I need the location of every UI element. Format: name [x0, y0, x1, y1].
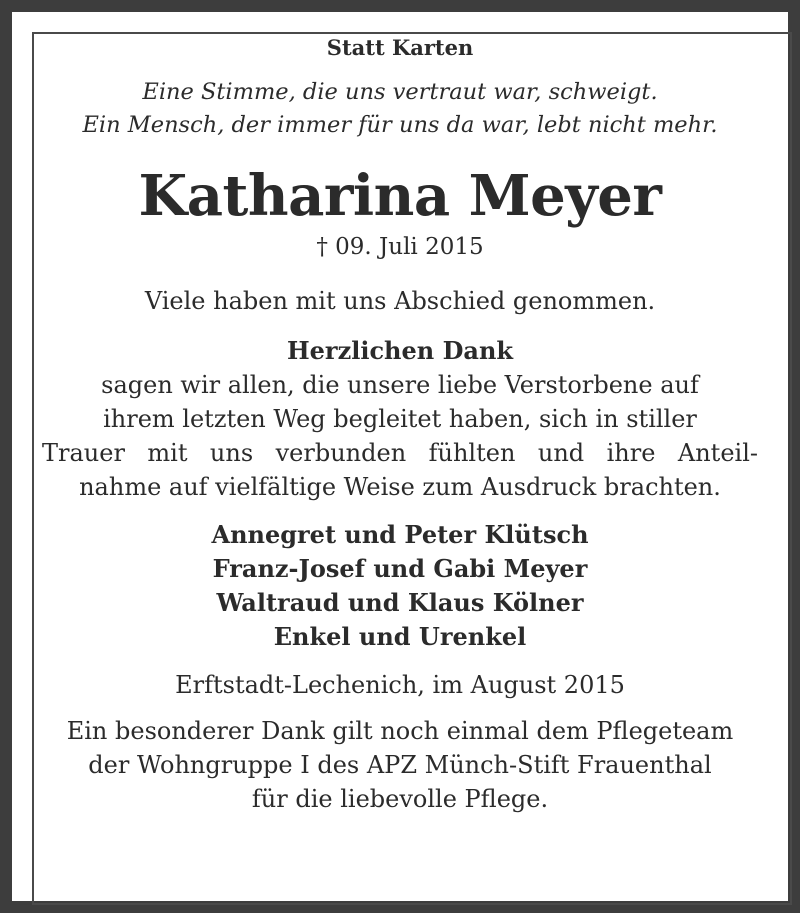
special-thanks-line: der Wohngruppe I des APZ Münch-Stift Frauenthal: [88, 751, 712, 779]
special-thanks-line: Ein besonderer Dank gilt noch einmal dem Pflegeteam: [66, 717, 734, 745]
thanks-text: [42, 368, 758, 504]
motto: [32, 76, 768, 142]
notice-heading: Statt Karten: [326, 35, 474, 60]
thanks-line: ihrem letzten Weg begleitet haben, sich in stiller: [103, 405, 697, 433]
motto-line: Eine Stimme, die uns vertraut war, schweigt.: [142, 79, 658, 105]
deceased-name: Katharina Meyer: [138, 163, 662, 229]
thanks-line: sagen wir allen, die unsere liebe Verstorbene auf: [101, 371, 699, 399]
signer: Annegret und Peter Klütsch: [211, 520, 589, 549]
signer: Enkel und Urenkel: [273, 622, 527, 651]
thanks-line: nahme auf vielfältige Weise zum Ausdruck brachten.: [79, 473, 721, 501]
special-thanks: [32, 714, 768, 816]
signer: Waltraud und Klaus Kölner: [216, 588, 584, 617]
death-date: † 09. Juli 2015: [316, 234, 484, 260]
signer: Franz-Josef und Gabi Meyer: [212, 554, 588, 583]
special-thanks-line: für die liebevolle Pflege.: [251, 785, 549, 813]
obituary-content: [32, 34, 768, 816]
thanks-line: Trauer mit uns verbunden fühlten und ihre Anteil-: [42, 439, 758, 467]
place-date: Erftstadt-Lechenich, im August 2015: [175, 671, 625, 699]
farewell-text: Viele haben mit uns Abschied genommen.: [144, 287, 656, 315]
signers-list: [32, 518, 768, 654]
motto-line: Ein Mensch, der immer für uns da war, lebt nicht mehr.: [82, 112, 718, 138]
thanks-title: Herzlichen Dank: [286, 336, 514, 365]
